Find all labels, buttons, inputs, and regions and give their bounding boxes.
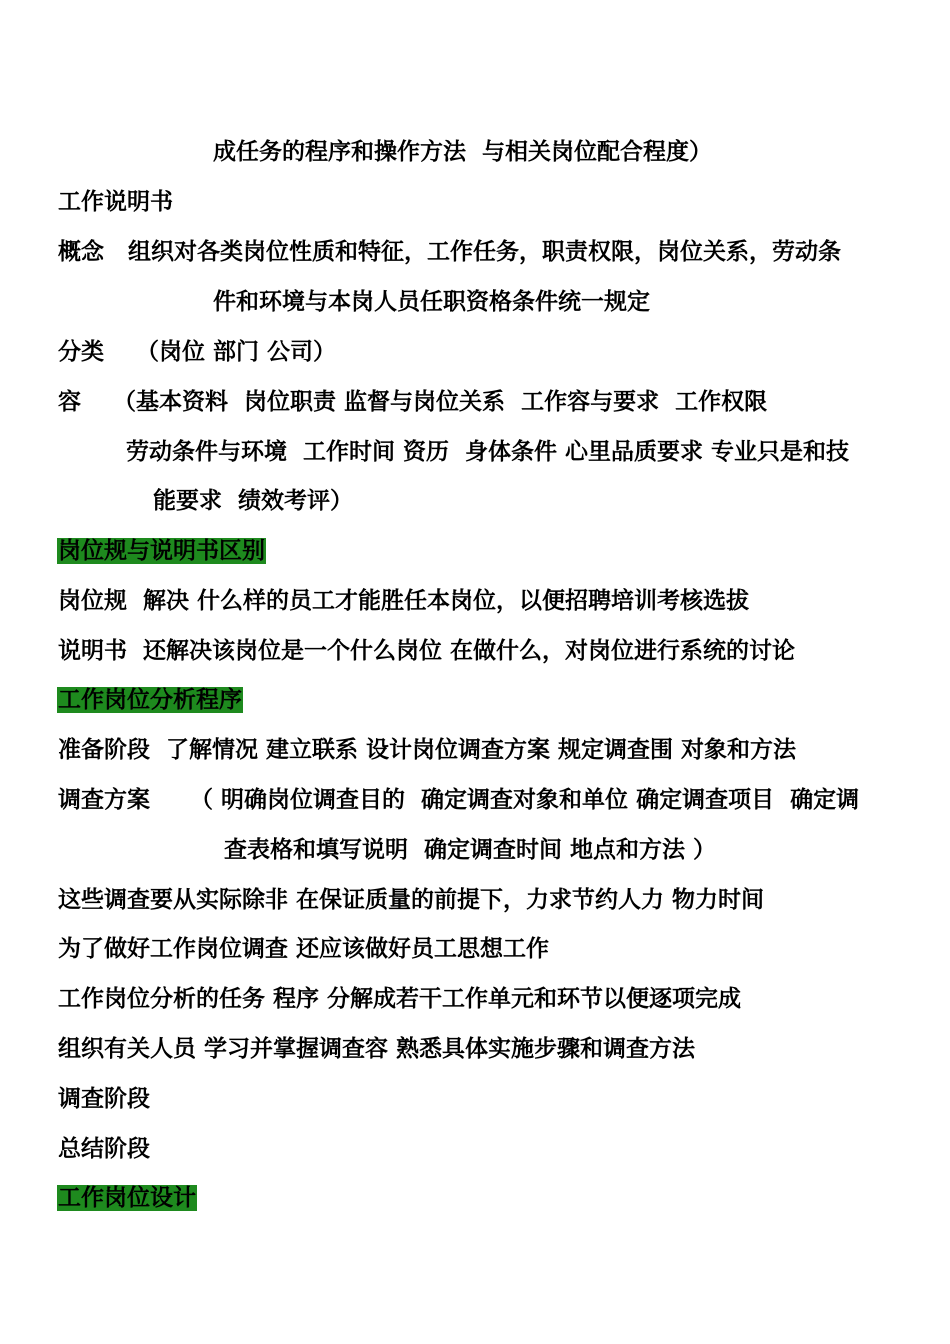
text-line-survey-stage: 调查阶段 [58, 1086, 150, 1112]
text-line-analysis-task: 工作岗位分析的任务 程序 分解成若干工作单元和环节以便逐项完成 [58, 986, 742, 1012]
text-line-survey-plan-cont: 查表格和填写说明 确定调查时间 地点和方法 ） [224, 837, 717, 863]
text-line-concept-cont: 件和环境与本岗人员任职资格条件统一规定 [213, 289, 650, 315]
text-line-content-cont-1: 劳动条件与环境 工作时间 资历 身体条件 心里品质要求 专业只是和技 [126, 439, 850, 465]
text-line-content: 容 （基本资料 岗位职责 监督与岗位关系 工作容与要求 工作权限 [58, 389, 768, 415]
heading-highlight-analysis-procedure: 工作岗位分析程序 [58, 687, 242, 713]
text-line-summary-stage: 总结阶段 [58, 1136, 150, 1162]
text-line-continuation: 成任务的程序和操作方法 与相关岗位配合程度） [213, 139, 713, 165]
text-line-staff-work: 为了做好工作岗位调查 还应该做好员工思想工作 [58, 936, 550, 962]
heading-highlight-job-design: 工作岗位设计 [58, 1185, 196, 1211]
text-line-heading-job-description: 工作说明书 [58, 189, 173, 215]
text-line-description: 说明书 还解决该岗位是一个什么岗位 在做什么，对岗位进行系统的讨论 [58, 638, 796, 664]
text-line-survey-plan: 调查方案 （ 明确岗位调查目的 确定调查对象和单位 确定调查项目 确定调 [58, 787, 860, 813]
text-line-position-spec: 岗位规 解决 什么样的员工才能胜任本岗位，以便招聘培训考核选拔 [58, 588, 750, 614]
text-line-content-cont-2: 能要求 绩效考评） [153, 488, 354, 514]
text-line-concept: 概念 组织对各类岗位性质和特征，工作任务，职责权限，岗位关系，劳动条 [58, 239, 842, 265]
text-line-organize-staff: 组织有关人员 学习并掌握调查容 熟悉具体实施步骤和调查方法 [58, 1036, 696, 1062]
text-line-preparation: 准备阶段 了解情况 建立联系 设计岗位调查方案 规定调查围 对象和方法 [58, 737, 797, 763]
text-line-classification: 分类 （岗位 部门 公司） [58, 339, 337, 365]
heading-highlight-difference: 岗位规与说明书区别 [58, 538, 265, 564]
text-line-survey-practical: 这些调查要从实际除非 在保证质量的前提下，力求节约人力 物力时间 [58, 887, 765, 913]
